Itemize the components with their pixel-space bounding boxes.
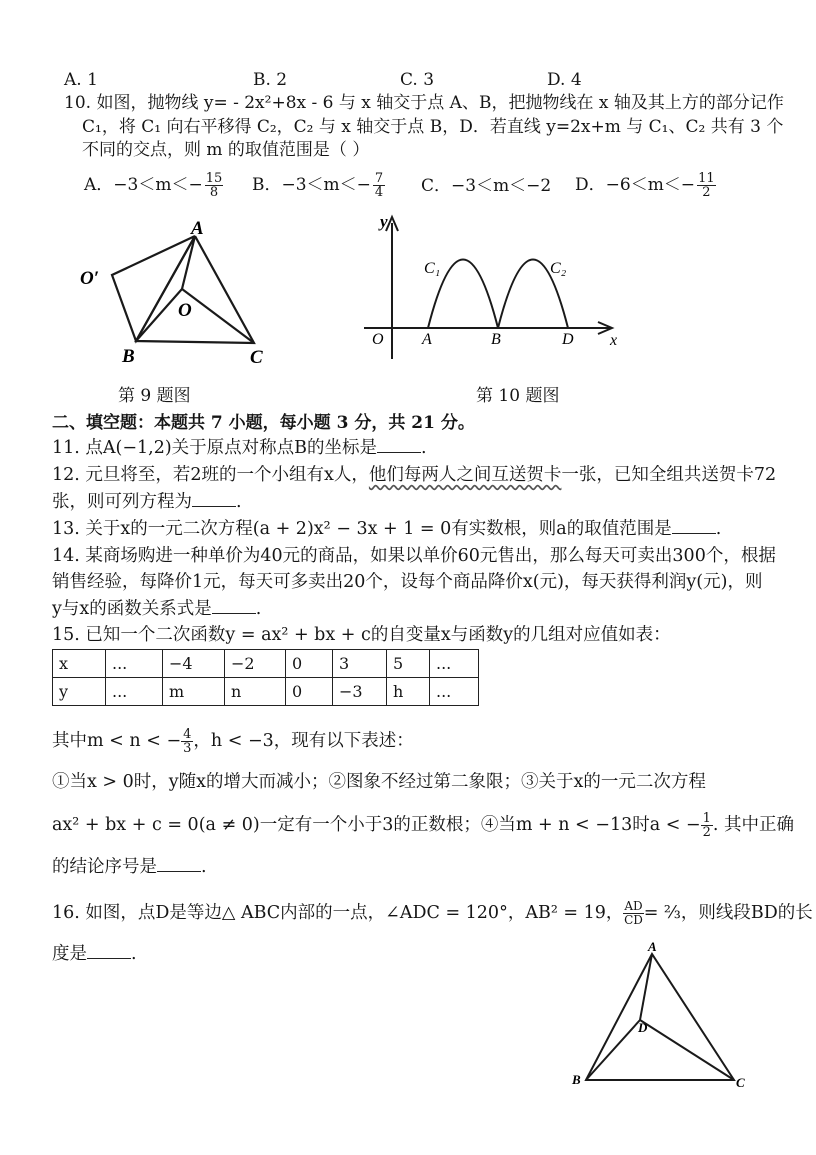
q14-line-1: 14. 某商场购进一种单价为40元的商品，如果以单价60元售出，那么每天可卖出300个，根据 (52, 546, 776, 566)
fig10-label-a: A (422, 331, 432, 348)
table-cell: n (225, 678, 286, 706)
fig9-label-a: A (191, 218, 204, 239)
fig10-label-c1: C₁ (424, 260, 441, 277)
table-cell: −4 (163, 650, 225, 678)
q15-statements-line-1: ①当x > 0时，y随x的增大而减小；②图象不经过第二象限；③关于x的一元二次方程 (52, 772, 706, 792)
q16-line-2: 度是 . (52, 944, 137, 964)
table-cell: ... (430, 678, 479, 706)
fig16-label-d: D (638, 1020, 648, 1035)
q11-answer-blank[interactable] (377, 438, 421, 453)
fig9-segment-oc (182, 289, 254, 343)
figure-9 (70, 215, 290, 375)
table-cell: 0 (286, 650, 333, 678)
fig16-label-a: A (648, 939, 657, 954)
q15-answer-blank[interactable] (157, 857, 201, 872)
figure-16 (568, 938, 754, 1090)
q15-line-1: 15. 已知一个二次函数y = ax² + bx + c的自变量x与函数y的几组对应值如表： (52, 625, 671, 645)
fig10-caption: 第 10 题图 (476, 386, 560, 406)
table-cell: h (387, 678, 430, 706)
q10-option-a: A．−3＜m＜− $\frac{15}{8}$ (84, 171, 223, 200)
table-row-y (53, 678, 479, 706)
q11: 11. 点A(−1,2)关于原点对称点B的坐标是 . (52, 438, 427, 458)
fig16-triangle-abc (586, 954, 734, 1080)
fig10-label-c2: C₂ (550, 260, 567, 277)
fig16-segment-cd (640, 1020, 734, 1080)
fig9-label-c: C (250, 347, 263, 368)
q12-line-1: 12. 元旦将至，若2班的一个小组有x人，他们每两人之间互送贺卡一张，已知全组共送贺卡72 (52, 465, 777, 485)
table-cell: ... (106, 678, 163, 706)
fig10-label-d: D (562, 331, 574, 348)
q13: 13. 关于x的一元二次方程(a + 2)x² − 3x + 1 = 0有实数根，则a的取值范围是 . (52, 519, 722, 539)
q10-option-c: C．−3＜m＜−2 (421, 176, 552, 196)
figure-10 (358, 205, 638, 365)
q9-option-b: B. 2 (253, 70, 288, 90)
fig10-label-x: x (610, 332, 618, 349)
q14-answer-blank[interactable] (212, 599, 256, 614)
q10-line-3: 不同的交点，则 m 的取值范围是（ ） (82, 140, 370, 160)
q12-line-2: 张，则可列方程为 . (52, 492, 242, 512)
section-heading: 二、填空题：本题共 7 小题，每小题 3 分，共 21 分。 (52, 413, 475, 433)
q16-line-1: 16. 如图，点D是等边△ ABC内部的一点，∠ADC = 120°，AB² = 19， $\frac{AD}{CD}$ = ⅔，则线段BD的长 (52, 899, 813, 927)
fig9-triangle-abc (136, 236, 254, 343)
q10-line-2: C₁，将 C₁ 向右平移得 C₂，C₂ 与 x 轴交于点 B，D．若直线 y=2x+m 与 C₁、C₂ 共有 3 个 (82, 117, 784, 137)
q15-statements-line-2: ax² + bx + c = 0(a ≠ 0)一定有一个小于3的正数根；④当m + n < −13时a < − $\frac{1}{2}$ . 其中正确 (52, 811, 795, 840)
q14-line-3: y与x的函数关系式是 . (52, 599, 262, 619)
q15-condition: 其中m < n < − $\frac{4}{3}$ ，h < −3，现有以下表述： (52, 727, 414, 756)
q13-answer-blank[interactable] (672, 519, 716, 534)
q9-option-d: D. 4 (547, 70, 582, 90)
table-cell: 3 (333, 650, 387, 678)
table-cell: −3 (333, 678, 387, 706)
fig9-label-b: B (122, 346, 135, 367)
fig9-caption: 第 9 题图 (118, 386, 191, 406)
fig16-label-c: C (736, 1075, 745, 1090)
q14-line-2: 销售经验，每降价1元，每天可多卖出20个，设每个商品降价x(元)，每天获得利润y(元)，则 (52, 572, 763, 592)
table-cell: m (163, 678, 225, 706)
q12-answer-blank[interactable] (192, 492, 236, 507)
q12-wavy-underline: 他们每两人之间互送贺卡 (368, 465, 562, 485)
table-cell: ... (430, 650, 479, 678)
fig16-label-b: B (572, 1072, 581, 1087)
fig10-label-b: B (491, 331, 501, 348)
fig9-label-o-prime: O′ (80, 268, 100, 289)
table-cell: −2 (225, 650, 286, 678)
q9-option-a: A. 1 (64, 70, 98, 90)
table-cell: ... (106, 650, 163, 678)
q16-answer-blank[interactable] (87, 944, 131, 959)
table-cell: 5 (387, 650, 430, 678)
q10-option-b: B．−3＜m＜− $\frac{7}{4}$ (252, 171, 384, 200)
q15-value-table (52, 649, 479, 706)
fig9-label-o: O (178, 300, 192, 321)
fig10-label-o: O (372, 331, 384, 348)
q10-option-d: D．−6＜m＜− $\frac{11}{2}$ (575, 171, 715, 200)
table-row-x (53, 650, 479, 678)
q9-option-c: C. 3 (400, 70, 435, 90)
table-cell: 0 (286, 678, 333, 706)
table-cell: x (53, 650, 106, 678)
table-cell: y (53, 678, 106, 706)
q10-line-1: 10. 如图，抛物线 y= - 2x²+8x - 6 与 x 轴交于点 A、B，把抛物线在 x 轴及其上方的部分记作 (64, 93, 784, 113)
q15-statements-line-3: 的结论序号是 . (52, 857, 207, 877)
fig10-label-y: y (380, 212, 388, 231)
